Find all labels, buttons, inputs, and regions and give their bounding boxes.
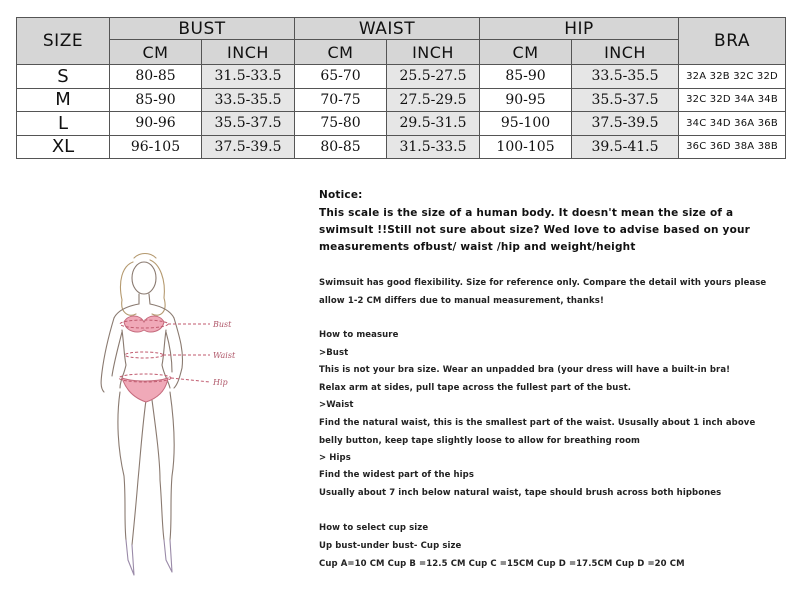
bust-inch-cell: 37.5-39.5	[202, 135, 295, 159]
cup-size-heading: How to select cup size	[319, 523, 429, 533]
bust-cm-cell: 90-96	[110, 112, 202, 136]
bra-cell: 32A 32B 32C 32D	[679, 65, 786, 89]
notice-line-3: measurements ofbust/ waist /hip and weight/height	[319, 241, 636, 253]
header-hip: HIP	[480, 18, 679, 40]
body-measurement-illustration	[70, 230, 270, 590]
bust-heading: >Bust	[319, 348, 349, 358]
waist-inch-cell: 29.5-31.5	[387, 112, 480, 136]
hip-inch-cell: 37.5-39.5	[572, 112, 679, 136]
waist-cm-cell: 75-80	[295, 112, 387, 136]
header-size: SIZE	[17, 18, 110, 65]
header-bra: BRA	[679, 18, 786, 65]
flexibility-line-1: Swimsuit has good flexibility. Size for reference only. Compare the detail with yours please	[319, 278, 767, 288]
bust-label: Bust	[213, 320, 232, 329]
size-label: XL	[17, 135, 110, 159]
header-bust: BUST	[110, 18, 295, 40]
size-label: S	[17, 65, 110, 89]
waist-label: Waist	[213, 351, 236, 360]
waist-inch-cell: 31.5-33.5	[387, 135, 480, 159]
table-row	[17, 88, 786, 112]
bust-inch-cell: 33.5-35.5	[202, 88, 295, 112]
bust-cm-cell: 96-105	[110, 135, 202, 159]
table-row	[17, 135, 786, 159]
cup-size-line-1: Up bust-under bust- Cup size	[319, 541, 462, 551]
hip-label: Hip	[213, 378, 228, 387]
hip-inch-cell: 33.5-35.5	[572, 65, 679, 89]
notice-title: Notice:	[319, 189, 363, 201]
waist-cm-cell: 65-70	[295, 65, 387, 89]
subheader-bust-inch: INCH	[202, 40, 295, 65]
bust-cm-cell: 85-90	[110, 88, 202, 112]
size-label: L	[17, 112, 110, 136]
bust-line-2: Relax arm at sides, pull tape across the fullest part of the bust.	[319, 383, 632, 393]
waist-line-2: belly button, keep tape slightly loose to allow for breathing room	[319, 436, 640, 446]
how-to-measure-heading: How to measure	[319, 330, 399, 340]
bra-cell: 36C 36D 38A 38B	[679, 135, 786, 159]
bust-inch-cell: 35.5-37.5	[202, 112, 295, 136]
subheader-waist-inch: INCH	[387, 40, 480, 65]
waist-heading: >Waist	[319, 400, 354, 410]
waist-inch-cell: 25.5-27.5	[387, 65, 480, 89]
hip-cm-cell: 100-105	[480, 135, 572, 159]
subheader-hip-inch: INCH	[572, 40, 679, 65]
bust-inch-cell: 31.5-33.5	[202, 65, 295, 89]
table-row	[17, 112, 786, 136]
waist-cm-cell: 70-75	[295, 88, 387, 112]
subheader-bust-cm: CM	[110, 40, 202, 65]
hips-heading: > Hips	[319, 453, 351, 463]
hip-cm-cell: 95-100	[480, 112, 572, 136]
cup-size-line-2: Cup A=10 CM Cup B =12.5 CM Cup C =15CM Cup D =17.5CM Cup D =20 CM	[319, 559, 685, 569]
subheader-hip-cm: CM	[480, 40, 572, 65]
bust-cm-cell: 80-85	[110, 65, 202, 89]
header-waist: WAIST	[295, 18, 480, 40]
subheader-waist-cm: CM	[295, 40, 387, 65]
size-chart-table	[16, 17, 786, 159]
bust-line-1: This is not your bra size. Wear an unpadded bra (your dress will have a built-in bra!	[319, 365, 731, 375]
hip-cm-cell: 85-90	[480, 65, 572, 89]
waist-inch-cell: 27.5-29.5	[387, 88, 480, 112]
waist-cm-cell: 80-85	[295, 135, 387, 159]
notice-line-2: swimsult !!Still not sure about size? Wed love to advise based on your	[319, 224, 751, 236]
hip-cm-cell: 90-95	[480, 88, 572, 112]
bra-cell: 32C 32D 34A 34B	[679, 88, 786, 112]
bra-cell: 34C 34D 36A 36B	[679, 112, 786, 136]
hip-inch-cell: 35.5-37.5	[572, 88, 679, 112]
hips-line-1: Find the widest part of the hips	[319, 470, 475, 480]
size-label: M	[17, 88, 110, 112]
hips-line-2: Usually about 7 inch below natural waist, tape should brush across both hipbones	[319, 488, 722, 498]
waist-line-1: Find the natural waist, this is the smallest part of the waist. Ususally about 1 inch above	[319, 418, 756, 428]
notice-line-1: This scale is the size of a human body. It doesn't mean the size of a	[319, 207, 734, 219]
table-row	[17, 65, 786, 89]
flexibility-line-2: allow 1-2 CM differs due to manual measurement, thanks!	[319, 296, 604, 306]
hip-inch-cell: 39.5-41.5	[572, 135, 679, 159]
